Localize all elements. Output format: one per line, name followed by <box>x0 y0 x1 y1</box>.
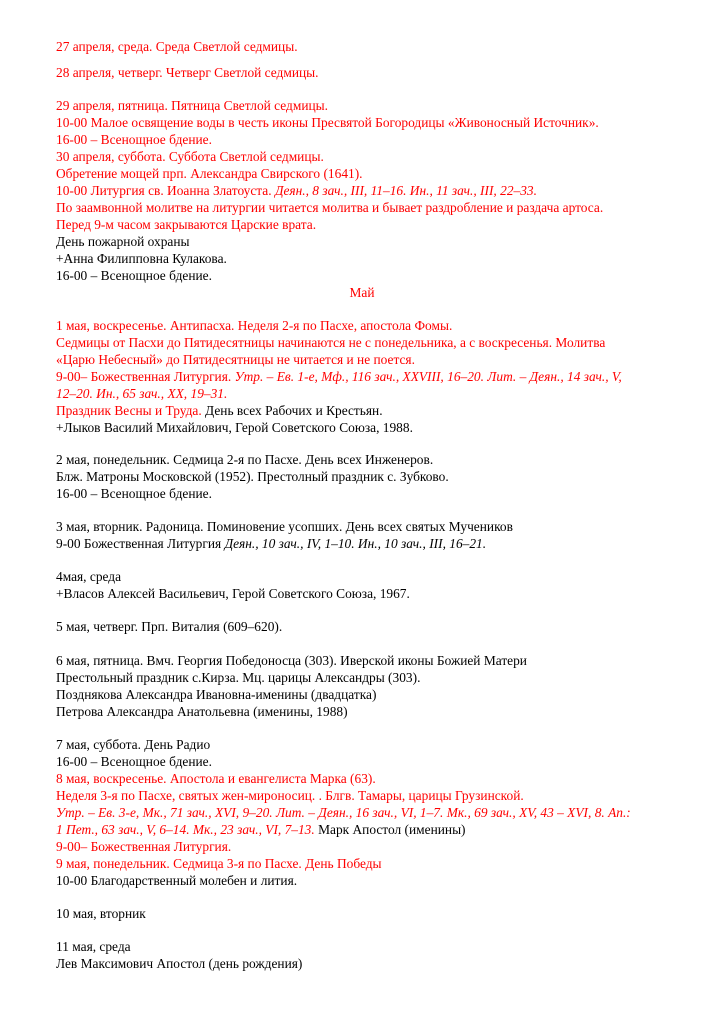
entry-may-1: 1 мая, воскресенье. Антипасха. Неделя 2-я по Пасхе, апостола Фомы. <box>56 318 453 333</box>
scripture-reading: Деян., 8 зач., III, 11–16. Ин., 11 зач., III, 22–33. <box>274 183 537 198</box>
entry-may-6: 6 мая, пятница. Вмч. Георгия Победоносца (303). Иверской иконы Божией Матери <box>56 653 527 668</box>
entry-apr-29: 29 апреля, пятница. Пятница Светлой седмицы. <box>56 98 328 113</box>
feast-line: Престольный праздник с.Кирза. Мц. царицы Александры (303). <box>56 670 421 685</box>
month-heading: Май <box>349 285 375 300</box>
scripture-reading: 1 Пет., 63 зач., V, 6–14. Мк., 23 зач., VI, 7–13. <box>56 822 315 837</box>
entry-may-4: 4мая, среда <box>56 569 122 584</box>
entry-may-8: 8 мая, воскресенье. Апостола и евангелиста Марка (63). <box>56 771 376 786</box>
reading-nameday-line <box>56 821 466 838</box>
scripture-reading: Деян., 10 зач., IV, 1–10. Ин., 10 зач., III, 16–21. <box>224 536 487 551</box>
entry-may-7: 7 мая, суббота. День Радио <box>56 737 211 752</box>
entry-may-11: 11 мая, среда <box>56 939 131 954</box>
liturgy-line <box>56 368 622 385</box>
liturgy-label: 9-00– Божественная Литургия. <box>56 369 232 384</box>
liturgy-line <box>56 535 486 552</box>
holiday-line <box>56 402 383 419</box>
nameday-text: Марк Апостол (именины) <box>318 822 466 837</box>
holiday-text: День всех Рабочих и Крестьян. <box>205 403 383 418</box>
scripture-reading: 12–20. Ин., 65 зач., XX, 19–31. <box>56 386 228 401</box>
entry-may-10: 10 мая, вторник <box>56 906 146 921</box>
feast-line: Блж. Матроны Московской (1952). Престолный праздник с. Зубково. <box>56 469 449 484</box>
memorial-line: +Власов Алексей Васильевич, Герой Советского Союза, 1967. <box>56 586 410 601</box>
service-line: 10-00 Благодарственный молебен и лития. <box>56 873 298 888</box>
service-line: 16-00 – Всенощное бдение. <box>56 754 212 769</box>
liturgy-line: 9-00– Божественная Литургия. <box>56 839 232 854</box>
liturgy-label: 10-00 Литургия св. Иоанна Златоуста. <box>56 183 272 198</box>
service-line: 16-00 – Всенощное бдение. <box>56 132 212 147</box>
note-line: «Царю Небесный» до Пятидесятницы не читается и не поется. <box>56 352 415 367</box>
feast-line: Обретение мощей прп. Александра Свирского (1641). <box>56 166 363 181</box>
liturgy-line <box>56 182 537 199</box>
nameday-line: Позднякова Александра Ивановна-именины (двадцатка) <box>56 687 377 702</box>
service-line: 16-00 – Всенощное бдение. <box>56 268 212 283</box>
service-line: 10-00 Малое освящение воды в честь иконы Пресвятой Богородицы «Живоносный Источник». <box>56 115 599 130</box>
holiday-label: Праздник Весны и Труда. <box>56 403 202 418</box>
nameday-line: Петрова Александра Анатольевна (именины, 1988) <box>56 704 348 719</box>
birthday-line: Лев Максимович Апостол (день рождения) <box>56 956 303 971</box>
memorial-line: +Лыков Василий Михайлович, Герой Советского Союза, 1988. <box>56 420 413 435</box>
entry-apr-27: 27 апреля, среда. Среда Светлой седмицы. <box>56 39 298 54</box>
service-line: 16-00 – Всенощное бдение. <box>56 486 212 501</box>
note-line: Перед 9-м часом закрываются Царские врата. <box>56 217 317 232</box>
entry-may-5: 5 мая, четверг. Прп. Виталия (609–620). <box>56 619 283 634</box>
scripture-reading: Утр. – Ев. 1-е, Мф., 116 зач., XXVIII, 16–20. Лит. – Деян., 14 зач., V, <box>234 369 622 384</box>
entry-may-9: 9 мая, понедельник. Седмица 3-я по Пасхе. День Победы <box>56 856 382 871</box>
feast-line: Неделя 3-я по Пасхе, святых жен-мироносиц. . Блгв. Тамары, царицы Грузинской. <box>56 788 524 803</box>
liturgy-label: 9-00 Божественная Литургия <box>56 536 222 551</box>
entry-may-3: 3 мая, вторник. Радоница. Поминовение усопших. День всех святых Мучеников <box>56 519 513 534</box>
note-line: Седмицы от Пасхи до Пятидесятницы начинаются не с понедельника, а с воскресенья. Молитва <box>56 335 606 350</box>
note-line: По заамвонной молитве на литургии читается молитва и бывает раздробление и раздача артоса. <box>56 200 604 215</box>
civil-holiday: День пожарной охраны <box>56 234 190 249</box>
scripture-reading: Утр. – Ев. 3-е, Мк., 71 зач., XVI, 9–20. Лит. – Деян., 16 зач., VI, 1–7. Мк., 69 зач., XV, 43 – XVI, 8. Ап.: <box>56 805 631 820</box>
entry-apr-28: 28 апреля, четверг. Четверг Светлой седмицы. <box>56 65 319 80</box>
entry-may-2: 2 мая, понедельник. Седмица 2-я по Пасхе. День всех Инженеров. <box>56 452 434 467</box>
memorial-line: +Анна Филипповна Кулакова. <box>56 251 227 266</box>
entry-apr-30: 30 апреля, суббота. Суббота Светлой седмицы. <box>56 149 324 164</box>
